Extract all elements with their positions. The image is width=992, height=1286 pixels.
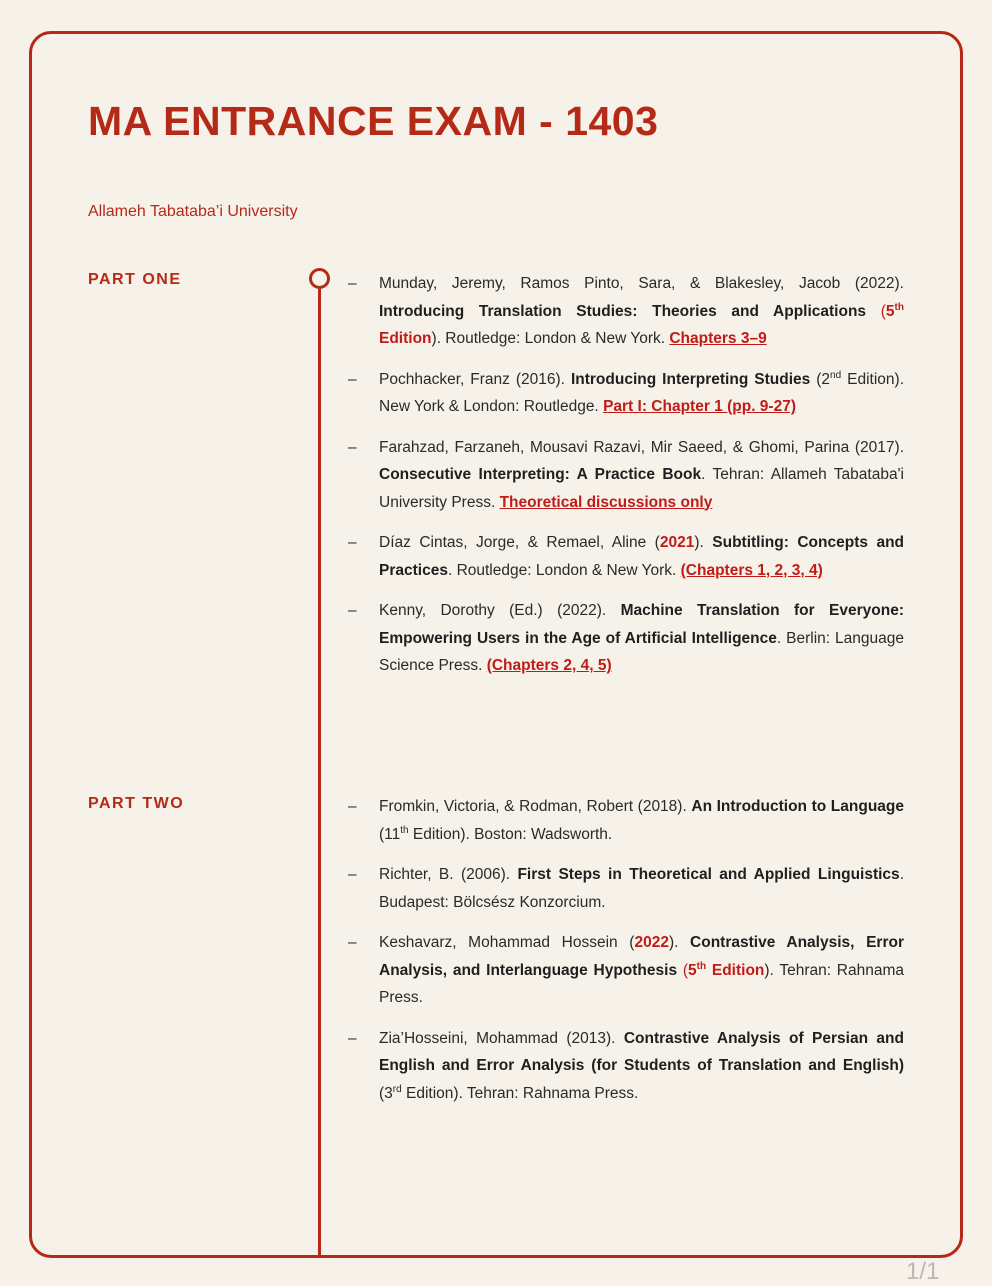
chapters-link[interactable]: Theoretical discussions only <box>499 493 713 511</box>
dash-bullet: – <box>348 275 357 292</box>
part-one-reference-list <box>348 270 904 693</box>
dash-bullet: – <box>348 934 357 951</box>
reference-item: – Keshavarz, Mohammad Hossein (2022). Contrastive Analysis, Error Analysis, and Interlanguage Hypothesis (5th Edition). Tehran: Rahnama Press. <box>348 929 904 1012</box>
part-two-reference-list <box>348 793 904 1120</box>
book-title: Machine Translation for Everyone: Empowering Users in the Age of Artificial Intelligence <box>379 602 905 647</box>
reference-item: – Pochhacker, Franz (2016). Introducing Interpreting Studies (2nd Edition). New York & London: Routledge. Part I: Chapter 1 (pp. 9-27) <box>348 366 904 421</box>
chapters-link[interactable]: Part I: Chapter 1 (pp. 9-27) <box>603 398 796 415</box>
book-title: Introducing Interpreting Studies <box>570 370 811 388</box>
book-title: Consecutive Interpreting: A Practice Book <box>379 466 702 483</box>
timeline-line <box>318 289 321 1257</box>
chapters-link[interactable]: Chapters 3–9 <box>669 330 767 347</box>
reference-item: – Fromkin, Victoria, & Rodman, Robert (2018). An Introduction to Language (11th Edition). Boston: Wadsworth. <box>348 793 904 848</box>
part-two-heading: PART TWO <box>88 795 185 812</box>
timeline-dot <box>309 268 330 289</box>
book-title: An Introduction to Language <box>691 798 905 815</box>
university-name: Allameh Tabataba’i University <box>88 203 298 220</box>
reference-item: – Díaz Cintas, Jorge, & Remael, Aline (2021). Subtitling: Concepts and Practices. Routledge: London & New York. (Chapters 1, 2, 3, 4) <box>348 529 904 584</box>
dash-bullet: – <box>348 798 357 815</box>
reference-item: – Farahzad, Farzaneh, Mousavi Razavi, Mir Saeed, & Ghomi, Parina (2017). Consecutive Interpreting: A Practice Book. Tehran: Allameh Tabataba'i University Press. Theoretical discussions only <box>348 434 904 517</box>
book-title: Contrastive Analysis, Error Analysis, and Interlanguage Hypothesis <box>379 934 904 979</box>
dash-bullet: – <box>348 1029 357 1047</box>
book-title: Introducing Translation Studies: Theories and Applications <box>379 302 867 320</box>
book-title: Contrastive Analysis of Persian and English and Error Analysis (for Students of Translation and English) <box>379 1029 904 1074</box>
book-title: First Steps in Theoretical and Applied Linguistics <box>517 866 900 883</box>
dash-bullet: – <box>348 866 357 883</box>
dash-bullet: – <box>348 602 357 619</box>
chapters-link[interactable]: (Chapters 1, 2, 3, 4) <box>680 561 823 579</box>
chapters-link[interactable]: (Chapters 2, 4, 5) <box>486 657 612 674</box>
page-number: 1/1 <box>906 1258 940 1285</box>
part-one-heading: PART ONE <box>88 271 182 288</box>
reference-item: – Munday, Jeremy, Ramos Pinto, Sara, & Blakesley, Jacob (2022). Introducing Translation Studies: Theories and Applications (5th Edition). Routledge: London & New York. Chapters 3–9 <box>348 270 904 353</box>
book-title: Subtitling: Concepts and Practices <box>379 534 905 579</box>
dash-bullet: – <box>348 370 357 388</box>
reference-item: – Richter, B. (2006). First Steps in Theoretical and Applied Linguistics. Budapest: Bölcsész Konzorcium. <box>348 861 904 916</box>
dash-bullet: – <box>348 438 357 456</box>
reference-item: – Kenny, Dorothy (Ed.) (2022). Machine Translation for Everyone: Empowering Users in the Age of Artificial Intelligence. Berlin: Language Science Press. (Chapters 2, 4, 5) <box>348 597 904 680</box>
reference-item: – Zia’Hosseini, Mohammad (2013). Contrastive Analysis of Persian and English and Error Analysis (for Students of Translation and English) (3rd Edition). Tehran: Rahnama Press. <box>348 1025 904 1108</box>
page-title: MA ENTRANCE EXAM - 1403 <box>88 98 659 144</box>
dash-bullet: – <box>348 534 357 551</box>
